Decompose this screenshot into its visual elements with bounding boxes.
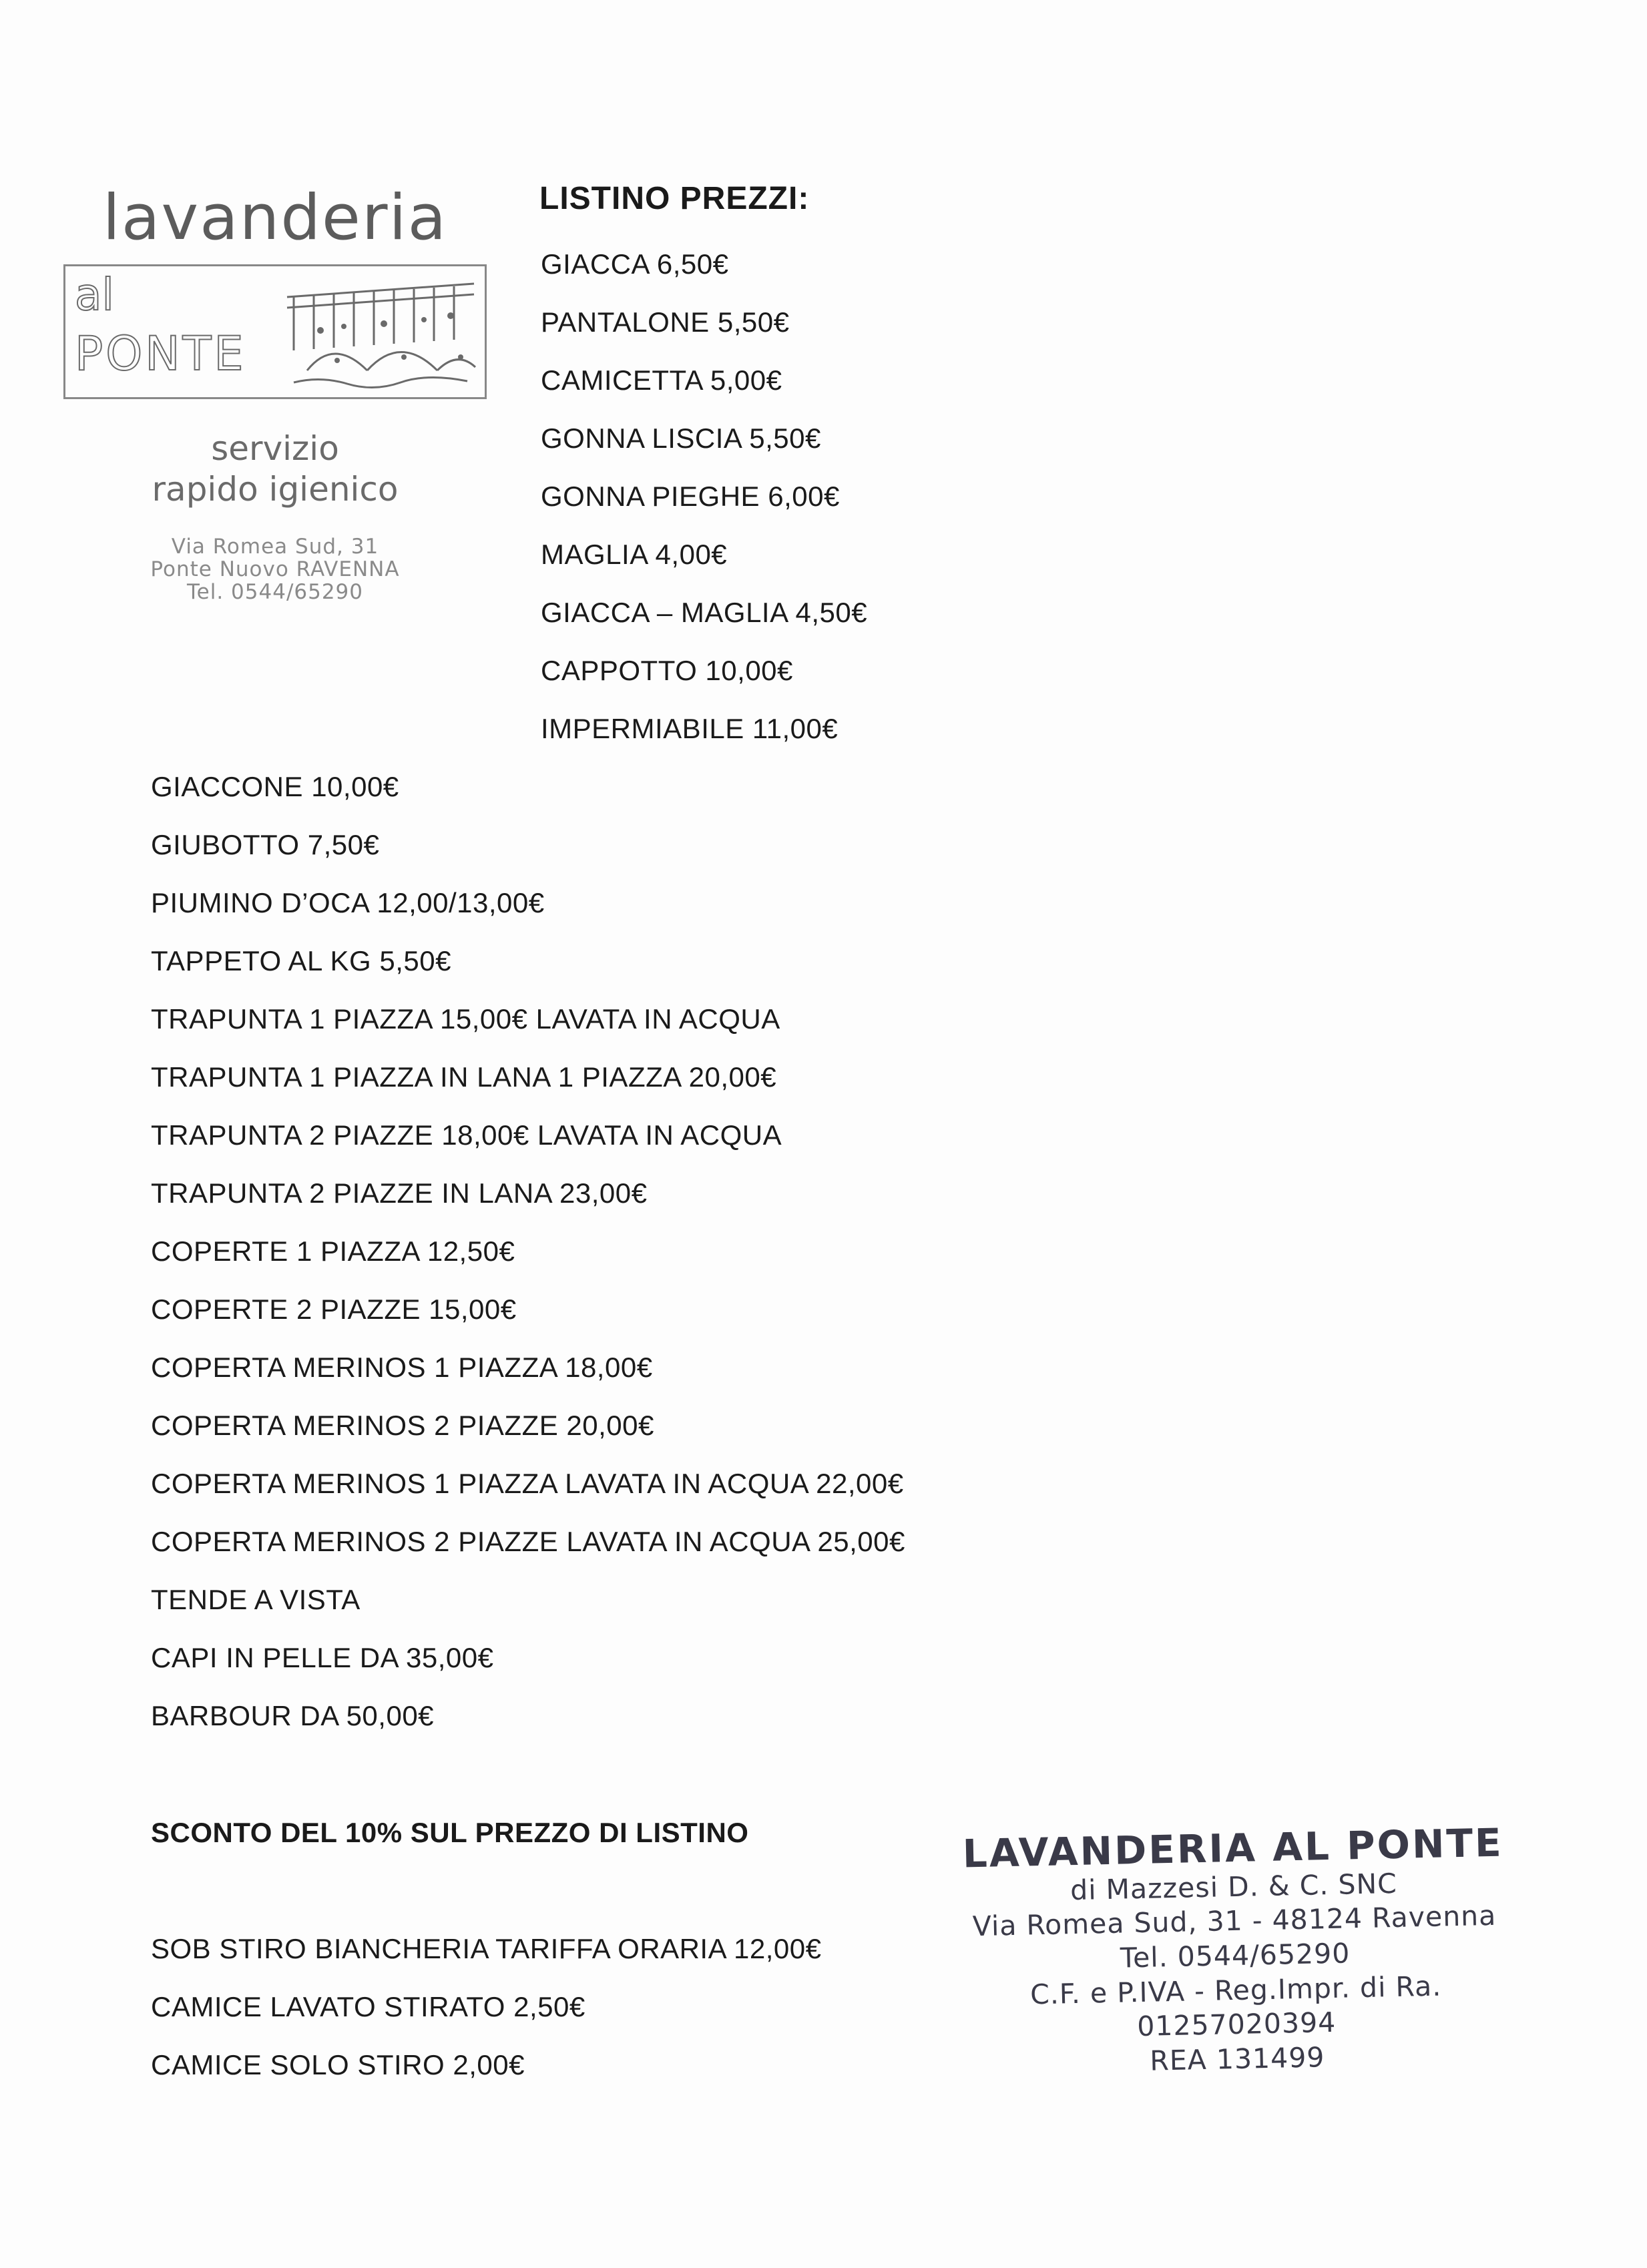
price-item: COPERTA MERINOS 2 PIAZZE LAVATA IN ACQUA 25,00€ (151, 1526, 905, 1557)
price-item: GONNA PIEGHE 6,00€ (541, 481, 840, 512)
stamp-title: LAVANDERIA AL PONTE (962, 1819, 1504, 1877)
logo-address (55, 535, 495, 603)
price-item: MAGLIA 4,00€ (541, 539, 728, 570)
logo-address-city: Ponte Nuovo RAVENNA (150, 557, 400, 582)
price-item: CAPI IN PELLE DA 35,00€ (151, 1642, 494, 1673)
price-item: SOB STIRO BIANCHERIA TARIFFA ORARIA 12,00€ (151, 1933, 822, 1964)
price-item: COPERTE 2 PIAZZE 15,00€ (151, 1294, 517, 1325)
logo-tagline-2: rapido igienico (152, 470, 399, 509)
price-item: BARBOUR DA 50,00€ (151, 1700, 435, 1731)
price-item: TRAPUNTA 2 PIAZZE IN LANA 23,00€ (151, 1177, 648, 1209)
price-item: GONNA LISCIA 5,50€ (541, 422, 821, 454)
price-item: TAPPETO AL KG 5,50€ (151, 945, 451, 976)
price-item: TRAPUNTA 2 PIAZZE 18,00€ LAVATA IN ACQUA (151, 1119, 782, 1151)
price-item: COPERTA MERINOS 1 PIAZZA 18,00€ (151, 1352, 653, 1383)
shop-logo (55, 182, 495, 605)
price-item: PIUMINO D’OCA 12,00/13,00€ (151, 887, 545, 918)
price-item: CAMICE SOLO STIRO 2,00€ (151, 2049, 525, 2080)
logo-address-street: Via Romea Sud, 31 (171, 535, 379, 559)
price-item: COPERTA MERINOS 1 PIAZZA LAVATA IN ACQUA 22,00€ (151, 1468, 904, 1499)
price-item: COPERTE 1 PIAZZA 12,50€ (151, 1235, 515, 1267)
stamp-phone: Tel. 0544/65290 (1120, 1937, 1351, 1974)
logo-wordmark: lavanderia (102, 182, 448, 254)
price-item: COPERTA MERINOS 2 PIAZZE 20,00€ (151, 1410, 654, 1441)
stamp-owner: di Mazzesi D. & C. SNC (1070, 1867, 1398, 1906)
discount-note: SCONTO DEL 10% SUL PREZZO DI LISTINO (151, 1817, 749, 1848)
price-item: GIACCA 6,50€ (541, 248, 729, 280)
bridge-icon (280, 270, 481, 393)
stamp-rea: REA 131499 (1149, 2041, 1325, 2077)
price-item: CAPPOTTO 10,00€ (541, 655, 793, 686)
logo-tagline (55, 429, 495, 510)
price-item: TRAPUNTA 1 PIAZZA 15,00€ LAVATA IN ACQUA (151, 1003, 780, 1035)
price-item: GIUBOTTO 7,50€ (151, 829, 380, 860)
company-stamp (925, 1821, 1545, 2083)
price-item: PANTALONE 5,50€ (541, 306, 790, 338)
price-item: GIACCONE 10,00€ (151, 771, 399, 802)
logo-al: al (75, 269, 114, 320)
price-item: CAMICE LAVATO STIRATO 2,50€ (151, 1991, 585, 2022)
stamp-address: Via Romea Sud, 31 - 48124 Ravenna (972, 1900, 1497, 1943)
price-item: GIACCA – MAGLIA 4,50€ (541, 597, 868, 628)
logo-ponte: PONTE (75, 326, 246, 381)
logo-phone: Tel. 0544/65290 (186, 580, 363, 605)
price-item: TRAPUNTA 1 PIAZZA IN LANA 1 PIAZZA 20,00€ (151, 1061, 777, 1093)
stamp-tax-id: C.F. e P.IVA - Reg.Impr. di Ra. 01257020394 (1029, 1970, 1442, 2043)
price-item: IMPERMIABILE 11,00€ (541, 713, 839, 744)
price-item: CAMICETTA 5,00€ (541, 364, 782, 396)
logo-tagline-1: servizio (211, 429, 339, 468)
price-item: TENDE A VISTA (151, 1584, 361, 1615)
logo-emblem (63, 264, 487, 399)
price-list-title: LISTINO PREZZI: (539, 181, 810, 216)
